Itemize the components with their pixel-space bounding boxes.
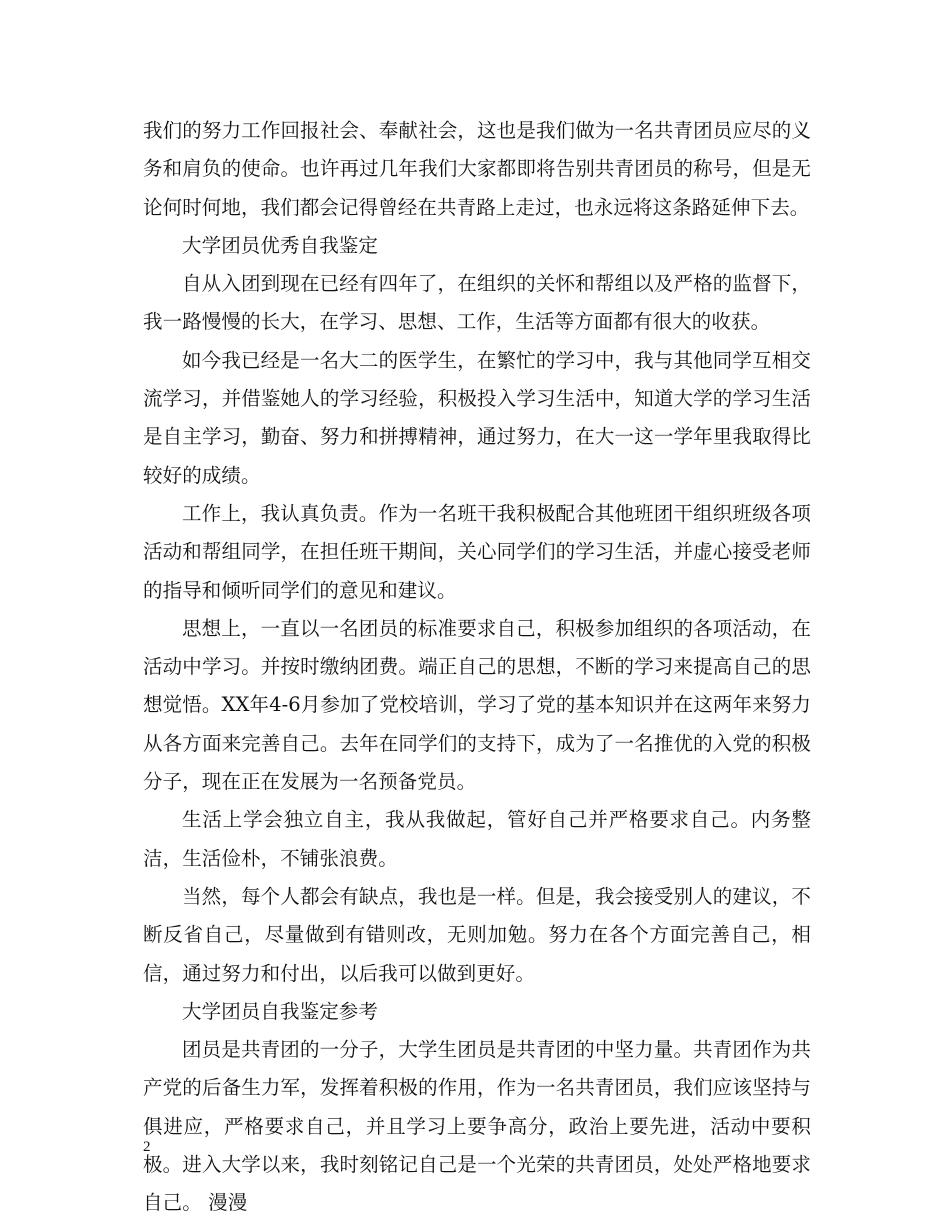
paragraph-continuation: 我们的努力工作回报社会、奉献社会，这也是我们做为一名共青团员应尽的义务和肩负的使命。也许再过几年我们大家都即将告别共青团员的称号，但是无论何时何地，我们都会记得曾经在共青路上走过，也永远将这条路延伸下去。 (143, 119, 811, 219)
section-heading-self-assessment-reference: 大学团员自我鉴定参考 (182, 999, 379, 1023)
paragraph: 自从入团到现在已经有四年了，在组织的关怀和帮组以及严格的监督下，我一路慢慢的长大，在学习、思想、工作，生活等方面都有很大的收获。 (143, 272, 811, 334)
paragraph: 思想上，一直以一名团员的标准要求自己，积极参加组织的各项活动，在活动中学习。并按时缴纳团费。端正自己的思想，不断的学习来提高自己的思想觉悟。XX年4-6月参加了党校培训，学习了党的基本知识并在这两年来努力从各方面来完善自己。去年在同学们的支持下，成为了一名推优的入党的积极分子，现在正在发展为一名预备党员。 (143, 616, 811, 794)
paragraph: 工作上，我认真负责。作为一名班干我积极配合其他班团干组织班级各项活动和帮组同学，在担任班干期间，关心同学们的学习生活，并虚心接受老师的指导和倾听同学们的意见和建议。 (143, 501, 811, 602)
section-heading-excellent-self-assessment: 大学团员优秀自我鉴定 (182, 233, 379, 257)
paragraph: 当然，每个人都会有缺点，我也是一样。但是，我会接受别人的建议，不断反省自己，尽量做到有错则改，无则加勉。努力在各个方面完善自己，相信，通过努力和付出，以后我可以做到更好。 (143, 884, 811, 985)
paragraph: 如今我已经是一名大二的医学生，在繁忙的学习中，我与其他同学互相交流学习，并借鉴她人的学习经验，积极投入学习生活中，知道大学的学习生活是自主学习，勤奋、努力和拼搏精神，通过努力，在大一这一学年里我取得比较好的成绩。 (143, 348, 811, 487)
paragraph: 生活上学会独立自主，我从我做起，管好自己并严格要求自己。内务整洁，生活俭朴，不铺张浪费。 (143, 808, 811, 870)
document-body (143, 112, 811, 1223)
paragraph: 团员是共青团的一分子，大学生团员是共青团的中坚力量。共青团作为共产党的后备生力军，发挥着积极的作用，作为一名共青团员，我们应该坚持与俱进应，严格要求自己，并且学习上要争高分，政治上要先进，活动中要积极。进入大学以来，我时刻铭记自己是一个光荣的共青团员，处处严格地要求自己。 漫漫 (143, 1038, 811, 1215)
page-number: 2 (143, 1139, 151, 1155)
